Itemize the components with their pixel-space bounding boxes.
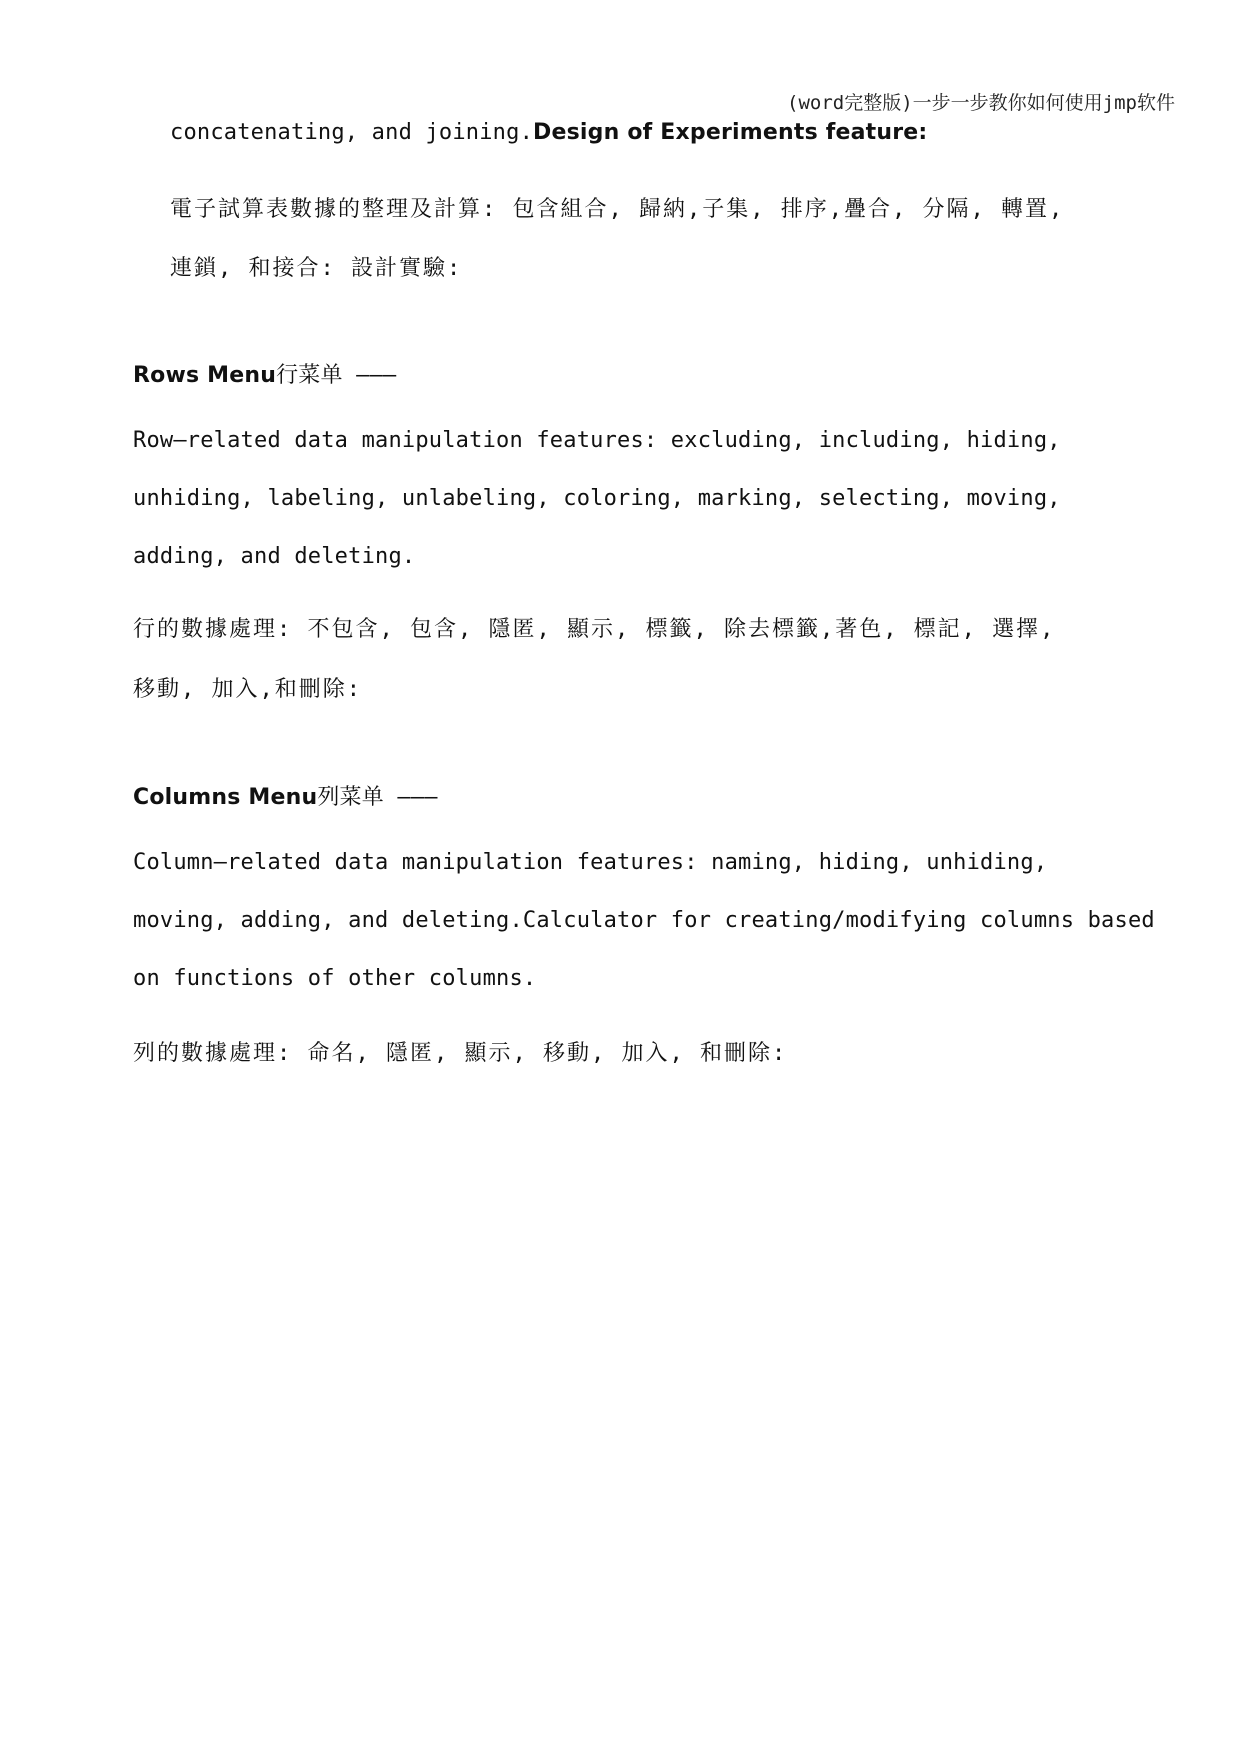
columns-english-line-2: moving, adding, and deleting.Calculator for creating/modifying columns based: [133, 908, 1155, 933]
columns-menu-heading: [133, 780, 438, 811]
rows-menu-heading: [133, 358, 396, 389]
rows-english-line-3: adding, and deleting.: [133, 544, 416, 569]
rows-chinese-line-1: 行的數據處理: 不包含, 包含, 隱匿, 顯示, 標籤, 除去標籤,著色, 標記, 選擇,: [133, 617, 1056, 642]
rows-english-line-1: Row—related data manipulation features: excluding, including, hiding,: [133, 428, 1061, 453]
columns-menu-title: Columns Menu: [133, 785, 318, 810]
columns-english-line-1: Column—related data manipulation features: naming, hiding, unhiding,: [133, 850, 1048, 875]
page-header: (word完整版)一步一步教你如何使用jmp软件: [787, 92, 1175, 114]
columns-chinese-line-1: 列的數據處理: 命名, 隱匿, 顯示, 移動, 加入, 和刪除:: [133, 1041, 788, 1066]
rows-english-line-2: unhiding, labeling, unlabeling, coloring, marking, selecting, moving,: [133, 486, 1061, 511]
intro-english-line: [170, 120, 927, 145]
intro-bold-text: Design of Experiments feature:: [533, 120, 928, 145]
columns-english-line-3: on functions of other columns.: [133, 966, 537, 991]
rows-menu-title-cn: 行菜单 ———: [276, 363, 397, 388]
intro-text: concatenating, and joining.: [170, 120, 534, 145]
intro-chinese-line-1: 電子試算表數據的整理及計算: 包含組合, 歸納,子集, 排序,疊合, 分隔, 轉置,: [170, 197, 1065, 222]
intro-chinese-line-2: 連鎖, 和接合: 設計實驗:: [170, 256, 463, 281]
rows-chinese-line-2: 移動, 加入,和刪除:: [133, 677, 362, 702]
rows-menu-title: Rows Menu: [133, 363, 277, 388]
columns-menu-title-cn: 列菜单 ———: [317, 785, 438, 810]
